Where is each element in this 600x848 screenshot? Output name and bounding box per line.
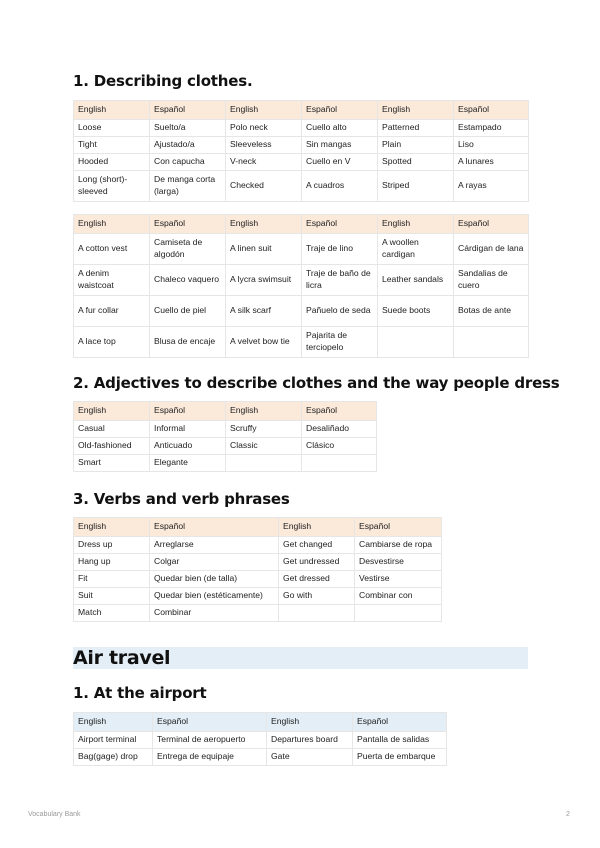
table-row (74, 234, 529, 265)
table-cell: Sleeveless (226, 137, 302, 154)
table-cell: A linen suit (226, 234, 302, 265)
table-cell: A woollen cardigan (378, 234, 454, 265)
table-cell: Pajarita de terciopelo (302, 327, 378, 358)
table-cell: Estampado (454, 120, 529, 137)
table-cell: Sandalias de cuero (454, 265, 529, 296)
table-cell: Hang up (74, 554, 150, 571)
table-cell: Anticuado (150, 438, 226, 455)
table-cell: Pantalla de salidas (353, 732, 447, 749)
page-number: 2 (566, 811, 570, 818)
table-cell (302, 455, 377, 472)
column-header: Español (150, 518, 279, 537)
table-cell: V-neck (226, 154, 302, 171)
table-cell: Entrega de equipaje (153, 749, 267, 766)
column-header: English (74, 215, 150, 234)
table-cell: Cambiarse de ropa (355, 537, 442, 554)
table-cell (279, 605, 355, 622)
column-header: English (279, 518, 355, 537)
table-header-row (74, 215, 529, 234)
table-cell (454, 327, 529, 358)
section-title-adjectives: 2. Adjectives to describe clothes and the way people dress (73, 374, 560, 392)
table-cell: Hooded (74, 154, 150, 171)
table-cell: A lunares (454, 154, 529, 171)
column-header: English (74, 402, 150, 421)
table-cell: Arreglarse (150, 537, 279, 554)
table-cell: Plain (378, 137, 454, 154)
section-title-at-the-airport: 1. At the airport (73, 684, 207, 702)
table-cell: Terminal de aeropuerto (153, 732, 267, 749)
air-travel-banner (73, 647, 528, 669)
table-cell: Striped (378, 171, 454, 202)
table-row (74, 327, 529, 358)
table-cell: Desvestirse (355, 554, 442, 571)
table-header-row (74, 101, 529, 120)
table-cell: Traje de lino (302, 234, 378, 265)
section-title-describing-clothes: 1. Describing clothes. (73, 72, 253, 90)
table-cell: Blusa de encaje (150, 327, 226, 358)
table-cell: Camiseta de algodón (150, 234, 226, 265)
table-cell: Combinar (150, 605, 279, 622)
column-header: Español (355, 518, 442, 537)
table-header-row (74, 713, 447, 732)
table-row (74, 588, 442, 605)
table-cell: Cuello de piel (150, 296, 226, 327)
table-cell: Spotted (378, 154, 454, 171)
column-header: Español (302, 215, 378, 234)
table-cell: A rayas (454, 171, 529, 202)
table-cell: Go with (279, 588, 355, 605)
table-row (74, 265, 529, 296)
table-cell: A silk scarf (226, 296, 302, 327)
column-header: Español (153, 713, 267, 732)
table-cell: Get dressed (279, 571, 355, 588)
table-row (74, 749, 447, 766)
table-cell: Cuello en V (302, 154, 378, 171)
table-describing-clothes-2 (73, 214, 529, 358)
table-cell: A cotton vest (74, 234, 150, 265)
table-cell: Chaleco vaquero (150, 265, 226, 296)
table-cell: Casual (74, 421, 150, 438)
table-cell: Clásico (302, 438, 377, 455)
table-row (74, 137, 529, 154)
column-header: English (226, 215, 302, 234)
table-cell: Long (short)-sleeved (74, 171, 150, 202)
table-cell: Suit (74, 588, 150, 605)
table-cell: Cárdigan de lana (454, 234, 529, 265)
table-cell: Bag(gage) drop (74, 749, 153, 766)
column-header: Español (302, 402, 377, 421)
table-cell: Match (74, 605, 150, 622)
table-cell: A denim waistcoat (74, 265, 150, 296)
table-cell: A fur collar (74, 296, 150, 327)
table-cell: A velvet bow tie (226, 327, 302, 358)
table-cell: Old-fashioned (74, 438, 150, 455)
table-cell: Dress up (74, 537, 150, 554)
column-header: English (74, 101, 150, 120)
table-cell: A cuadros (302, 171, 378, 202)
table-cell: Patterned (378, 120, 454, 137)
table-cell: Sin mangas (302, 137, 378, 154)
table-cell: Quedar bien (estéticamente) (150, 588, 279, 605)
table-row (74, 120, 529, 137)
column-header: Español (150, 101, 226, 120)
table-row (74, 571, 442, 588)
table-row (74, 421, 377, 438)
table-cell: Combinar con (355, 588, 442, 605)
table-row (74, 154, 529, 171)
table-cell: Elegante (150, 455, 226, 472)
table-row (74, 438, 377, 455)
table-cell: Ajustado/a (150, 137, 226, 154)
table-cell: Puerta de embarque (353, 749, 447, 766)
table-row (74, 171, 529, 202)
table-header-row (74, 402, 377, 421)
table-row (74, 455, 377, 472)
table-cell: A lycra swimsuit (226, 265, 302, 296)
table-cell (378, 327, 454, 358)
table-cell: Liso (454, 137, 529, 154)
table-verbs (73, 517, 442, 622)
table-cell: Fit (74, 571, 150, 588)
table-cell: Suede boots (378, 296, 454, 327)
table-cell (355, 605, 442, 622)
table-cell: Leather sandals (378, 265, 454, 296)
column-header: English (378, 101, 454, 120)
table-cell: Checked (226, 171, 302, 202)
column-header: Español (454, 215, 529, 234)
table-cell: Airport terminal (74, 732, 153, 749)
table-cell: Quedar bien (de talla) (150, 571, 279, 588)
table-describing-clothes-1 (73, 100, 529, 202)
table-cell: Desaliñado (302, 421, 377, 438)
table-cell (226, 455, 302, 472)
column-header: English (267, 713, 353, 732)
table-cell: A lace top (74, 327, 150, 358)
table-row (74, 732, 447, 749)
table-cell: Get changed (279, 537, 355, 554)
table-cell: Con capucha (150, 154, 226, 171)
table-cell: Vestirse (355, 571, 442, 588)
column-header: English (226, 101, 302, 120)
table-cell: Classic (226, 438, 302, 455)
table-row (74, 537, 442, 554)
column-header: Español (353, 713, 447, 732)
table-cell: Informal (150, 421, 226, 438)
table-cell: Pañuelo de seda (302, 296, 378, 327)
table-cell: Colgar (150, 554, 279, 571)
table-cell: Departures board (267, 732, 353, 749)
column-header: English (74, 713, 153, 732)
table-cell: Loose (74, 120, 150, 137)
section-title-verbs: 3. Verbs and verb phrases (73, 490, 290, 508)
column-header: Español (454, 101, 529, 120)
column-header: Español (150, 215, 226, 234)
table-cell: Scruffy (226, 421, 302, 438)
table-cell: Get undressed (279, 554, 355, 571)
table-cell: Cuello alto (302, 120, 378, 137)
table-row (74, 605, 442, 622)
table-cell: Smart (74, 455, 150, 472)
footer-title: Vocabulary Bank (28, 811, 81, 818)
column-header: Español (302, 101, 378, 120)
table-cell: De manga corta (larga) (150, 171, 226, 202)
column-header: English (378, 215, 454, 234)
table-row (74, 296, 529, 327)
table-at-the-airport (73, 712, 447, 766)
column-header: English (226, 402, 302, 421)
table-adjectives (73, 401, 377, 472)
table-cell: Tight (74, 137, 150, 154)
table-cell: Botas de ante (454, 296, 529, 327)
column-header: Español (150, 402, 226, 421)
table-row (74, 554, 442, 571)
air-travel-heading: Air travel (73, 647, 171, 669)
table-header-row (74, 518, 442, 537)
table-cell: Polo neck (226, 120, 302, 137)
table-cell: Gate (267, 749, 353, 766)
table-cell: Suelto/a (150, 120, 226, 137)
table-cell: Traje de baño de licra (302, 265, 378, 296)
column-header: English (74, 518, 150, 537)
